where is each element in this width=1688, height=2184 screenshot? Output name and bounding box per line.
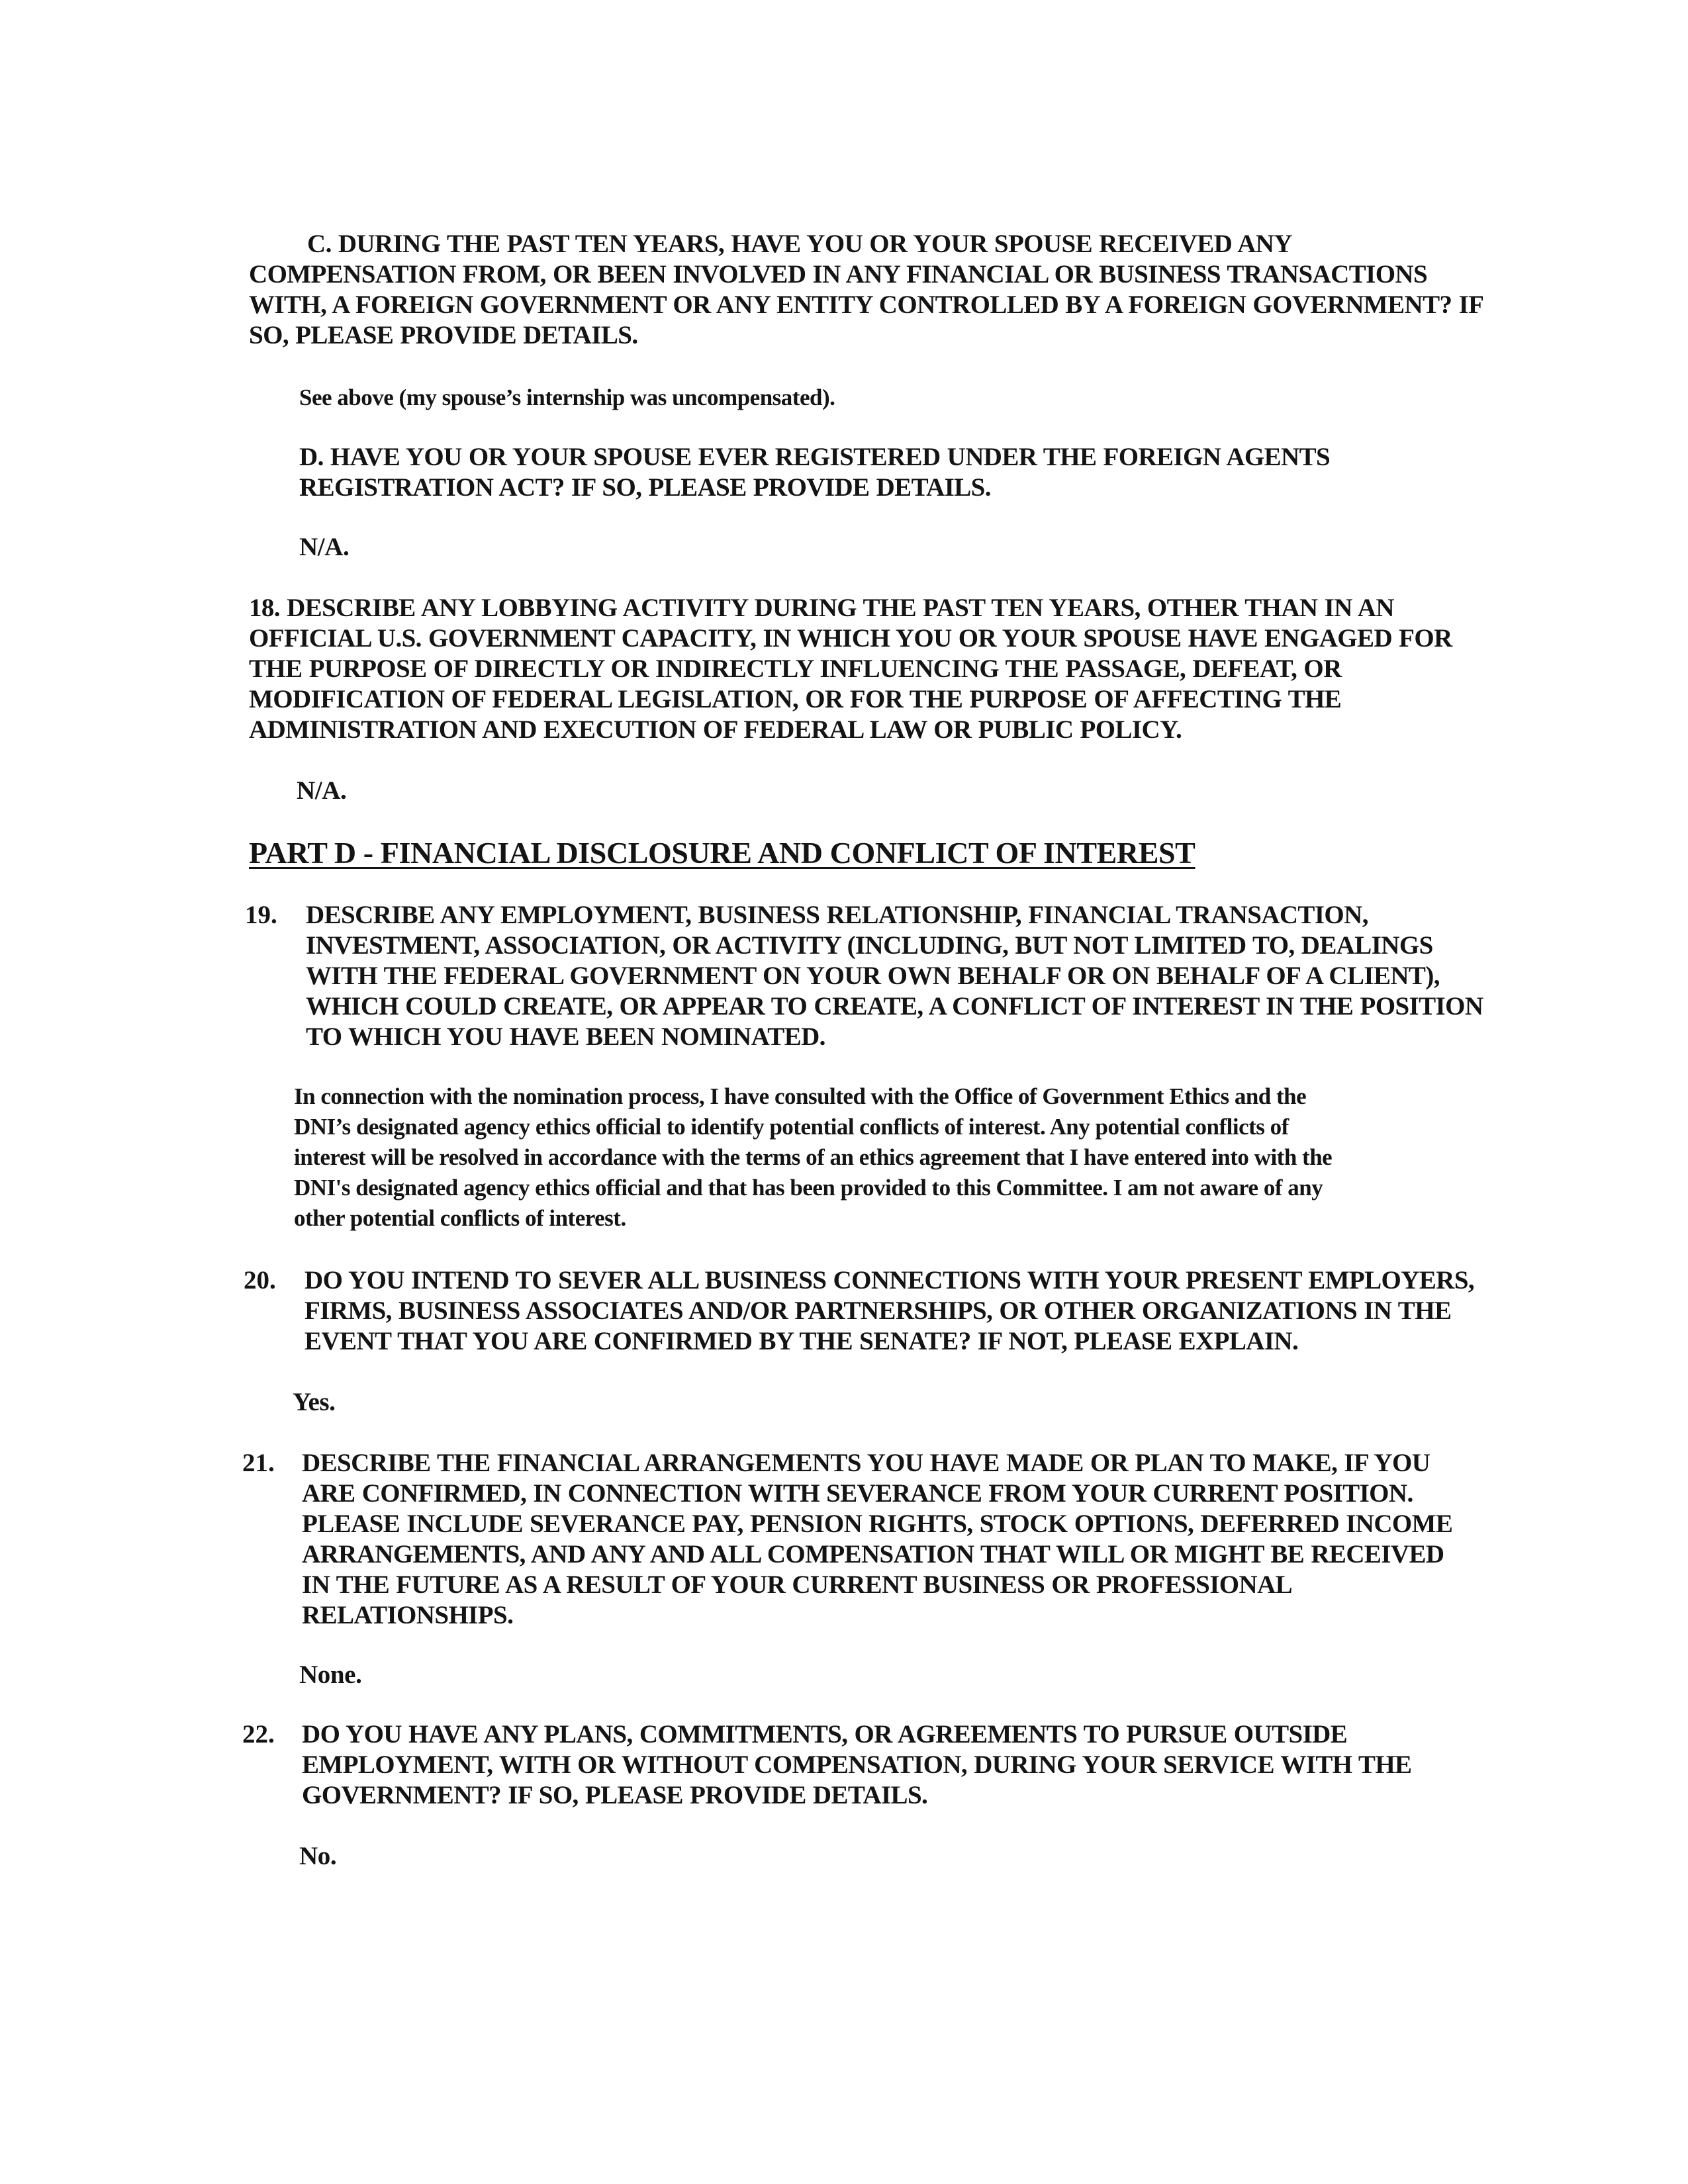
question-line: GOVERNMENT? IF SO, PLEASE PROVIDE DETAILS.	[302, 1781, 928, 1809]
question-line: EVENT THAT YOU ARE CONFIRMED BY THE SENATE? IF NOT, PLEASE EXPLAIN.	[305, 1327, 1299, 1355]
answer-text: None.	[299, 1661, 362, 1689]
answer-line: DNI's designated agency ethics official and that has been provided to this Committee. I am not aware of any	[294, 1175, 1323, 1201]
answer-19	[294, 1081, 1332, 1234]
question-line: WITH, A FOREIGN GOVERNMENT OR ANY ENTITY CONTROLLED BY A FOREIGN GOVERNMENT? IF	[249, 291, 1484, 319]
answer-text: Yes.	[293, 1388, 336, 1416]
answer-22	[299, 1841, 336, 1872]
question-number: 21.	[242, 1449, 275, 1477]
question-17d	[299, 442, 1330, 503]
question-line: DESCRIBE THE FINANCIAL ARRANGEMENTS YOU HAVE MADE OR PLAN TO MAKE, IF YOU	[302, 1449, 1430, 1477]
answer-18	[297, 776, 346, 806]
question-19	[306, 900, 1483, 1052]
question-18	[249, 593, 1452, 745]
answer-17d	[299, 532, 349, 563]
question-17c	[249, 229, 1483, 351]
answer-20	[293, 1387, 335, 1418]
section-heading: PART D - FINANCIAL DISCLOSURE AND CONFLICT OF INTEREST	[249, 836, 1196, 870]
answer-text: See above (my spouse’s internship was uncompensated).	[299, 385, 835, 410]
answer-text: No.	[299, 1842, 337, 1870]
question-line: DESCRIBE ANY EMPLOYMENT, BUSINESS RELATIONSHIP, FINANCIAL TRANSACTION,	[306, 901, 1368, 929]
question-number: 20.	[244, 1266, 276, 1295]
question-line: SO, PLEASE PROVIDE DETAILS.	[249, 321, 638, 349]
question-line: COMPENSATION FROM, OR BEEN INVOLVED IN ANY FINANCIAL OR BUSINESS TRANSACTIONS	[249, 260, 1428, 289]
answer-line: DNI’s designated agency ethics official to identify potential conflicts of interest. Any potential conflicts of	[294, 1114, 1289, 1140]
answer-21	[299, 1660, 361, 1690]
question-line: ARRANGEMENTS, AND ANY AND ALL COMPENSATION THAT WILL OR MIGHT BE RECEIVED	[302, 1540, 1444, 1569]
question-line: IN THE FUTURE AS A RESULT OF YOUR CURRENT BUSINESS OR PROFESSIONAL	[302, 1570, 1293, 1599]
question-line: TO WHICH YOU HAVE BEEN NOMINATED.	[306, 1023, 825, 1051]
question-20	[305, 1265, 1474, 1357]
question-line: RELATIONSHIPS.	[302, 1601, 514, 1629]
question-line: 18. DESCRIBE ANY LOBBYING ACTIVITY DURING THE PAST TEN YEARS, OTHER THAN IN AN	[249, 594, 1394, 622]
question-number: 19.	[245, 901, 277, 929]
answer-text: N/A.	[297, 776, 347, 805]
question-21	[302, 1448, 1452, 1631]
question-number: 22.	[242, 1720, 275, 1749]
answer-line: other potential conflicts of interest.	[294, 1205, 626, 1231]
question-line: ADMINISTRATION AND EXECUTION OF FEDERAL LAW OR PUBLIC POLICY.	[249, 715, 1182, 744]
question-line: EMPLOYMENT, WITH OR WITHOUT COMPENSATION, DURING YOUR SERVICE WITH THE	[302, 1751, 1412, 1779]
question-line: D. HAVE YOU OR YOUR SPOUSE EVER REGISTERED UNDER THE FOREIGN AGENTS	[299, 443, 1331, 471]
question-line: THE PURPOSE OF DIRECTLY OR INDIRECTLY INFLUENCING THE PASSAGE, DEFEAT, OR	[249, 655, 1342, 683]
question-line: WITH THE FEDERAL GOVERNMENT ON YOUR OWN BEHALF OR ON BEHALF OF A CLIENT),	[306, 962, 1440, 990]
question-line: ARE CONFIRMED, IN CONNECTION WITH SEVERANCE FROM YOUR CURRENT POSITION.	[302, 1479, 1413, 1508]
question-line: FIRMS, BUSINESS ASSOCIATES AND/OR PARTNERSHIPS, OR OTHER ORGANIZATIONS IN THE	[305, 1297, 1452, 1325]
question-line: WHICH COULD CREATE, OR APPEAR TO CREATE, A CONFLICT OF INTEREST IN THE POSITION	[306, 992, 1483, 1021]
answer-line: interest will be resolved in accordance with the terms of an ethics agreement that I have entered into with the	[294, 1144, 1333, 1170]
question-line: DO YOU HAVE ANY PLANS, COMMITMENTS, OR AGREEMENTS TO PURSUE OUTSIDE	[302, 1720, 1348, 1749]
question-line: DO YOU INTEND TO SEVER ALL BUSINESS CONNECTIONS WITH YOUR PRESENT EMPLOYERS,	[305, 1266, 1475, 1295]
answer-text: N/A.	[299, 533, 350, 561]
answer-line: In connection with the nomination process, I have consulted with the Office of Government Ethics and the	[294, 1083, 1307, 1109]
question-line: C. DURING THE PAST TEN YEARS, HAVE YOU OR YOUR SPOUSE RECEIVED ANY	[307, 230, 1292, 258]
question-line: INVESTMENT, ASSOCIATION, OR ACTIVITY (INCLUDING, BUT NOT LIMITED TO, DEALINGS	[306, 931, 1433, 960]
question-line: MODIFICATION OF FEDERAL LEGISLATION, OR FOR THE PURPOSE OF AFFECTING THE	[249, 685, 1342, 713]
question-line: OFFICIAL U.S. GOVERNMENT CAPACITY, IN WHICH YOU OR YOUR SPOUSE HAVE ENGAGED FOR	[249, 624, 1452, 653]
answer-17c	[299, 383, 835, 413]
question-line: PLEASE INCLUDE SEVERANCE PAY, PENSION RIGHTS, STOCK OPTIONS, DEFERRED INCOME	[302, 1510, 1453, 1538]
question-line: REGISTRATION ACT? IF SO, PLEASE PROVIDE DETAILS.	[299, 473, 991, 502]
question-22	[302, 1719, 1411, 1811]
